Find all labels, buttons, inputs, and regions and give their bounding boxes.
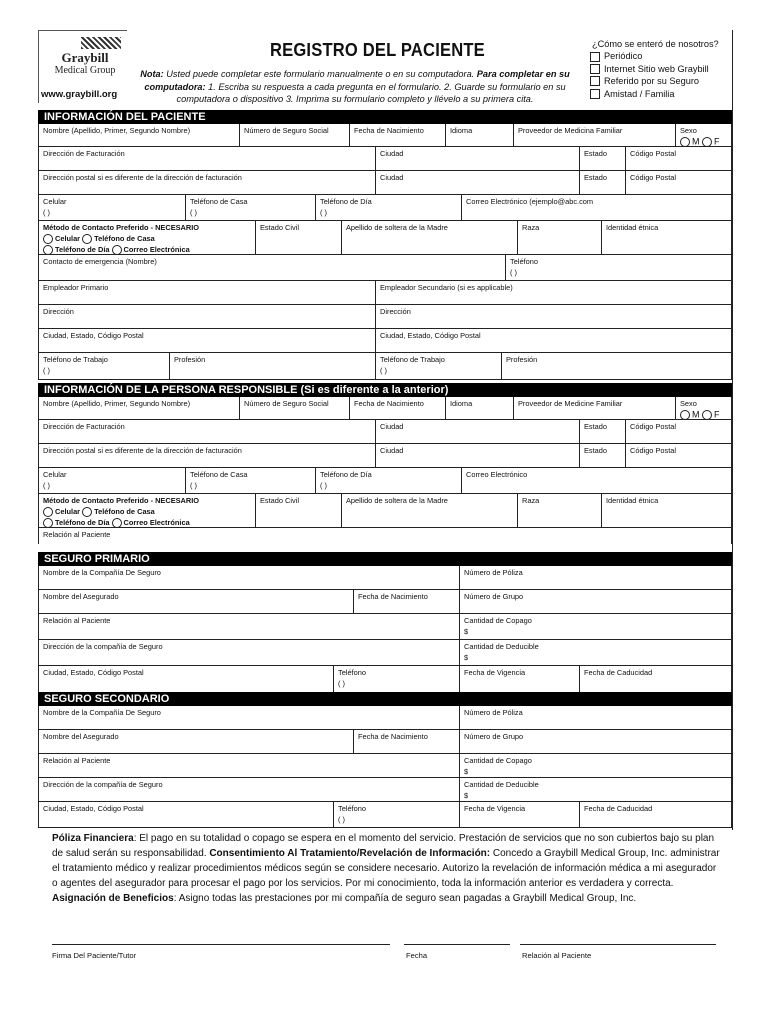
resp-contact-day-radio[interactable] — [43, 518, 53, 528]
sec-row-address — [39, 778, 731, 802]
resp-zip-field[interactable]: Código Postal — [625, 420, 731, 443]
maiden-name-field[interactable]: Apellido de soltera de la Madre — [341, 221, 517, 254]
employer1-address-field[interactable]: Dirección — [43, 307, 74, 316]
section-header-primary: SEGURO PRIMARIO — [38, 552, 732, 566]
resp-zip-field[interactable]: Código Postal — [625, 444, 731, 467]
resp-email-field[interactable]: Correo Electrónico — [461, 468, 731, 493]
patient-row-phones — [39, 195, 731, 221]
resp-sex-f-radio[interactable] — [702, 410, 712, 420]
sec-deductible-field[interactable]: Cantidad de Deducible $ — [459, 778, 731, 801]
checkbox[interactable] — [590, 76, 600, 86]
prim-insured-field[interactable]: Nombre del Asegurado — [43, 592, 119, 601]
prim-dob-field[interactable]: Fecha de Nacimiento — [353, 590, 459, 613]
resp-sex-field: Sexo M F — [675, 397, 731, 419]
resp-language-field[interactable]: Idioma — [445, 397, 513, 419]
section-header-responsible: INFORMACIÓN DE LA PERSONA RESPONSIBLE (Si es diferente a la anterior) — [38, 383, 732, 397]
sec-copay-field[interactable]: Cantidad de Copago $ — [459, 754, 731, 777]
ethnicity-field[interactable]: Identidad étnica — [601, 221, 731, 254]
prim-row-insured — [39, 590, 731, 614]
signature-label: Firma Del Paciente/Tutor — [52, 951, 137, 960]
resp-sex-m-radio[interactable] — [680, 410, 690, 420]
sec-group-field[interactable]: Número de Grupo — [459, 730, 731, 753]
sec-expiration-field[interactable]: Fecha de Caducidad — [579, 802, 731, 827]
patient-row-mailing — [39, 171, 731, 195]
consent-title: Consentimiento Al Tratamiento/Revelación de Información: — [209, 848, 491, 859]
option-label: Periódico — [604, 51, 643, 62]
resp-ethnicity-field[interactable]: Identidad étnica — [601, 494, 731, 527]
prim-phone-field[interactable]: Teléfono ( ) — [333, 666, 459, 692]
resp-dob-field[interactable]: Fecha de Nacimiento — [349, 397, 445, 419]
resp-maiden-field[interactable]: Apellido de soltera de la Madre — [341, 494, 517, 527]
sec-company-address-field[interactable]: Dirección de la compañía de Seguro — [43, 780, 163, 789]
prim-policy-field[interactable]: Número de Póliza — [459, 566, 731, 589]
pcp-field[interactable]: Proveedor de Medicina Familiar — [513, 124, 675, 146]
logo-mark-icon — [81, 37, 121, 49]
emergency-contact-field[interactable]: Contacto de emergencia (Nombre) — [43, 257, 157, 266]
resp-contact-home-radio[interactable] — [82, 507, 92, 517]
sec-policy-field[interactable]: Número de Póliza — [459, 706, 731, 729]
legal-text — [52, 831, 722, 906]
financial-policy-text: : El pago en su totalidad o copago se espera en el momento del servicio. Prestación de servicios que no son cubiertos bajo su plan de salud serán su responsabilidad. — [52, 833, 715, 859]
resp-cell-field[interactable]: Celular ( ) — [43, 470, 67, 490]
date-line[interactable] — [404, 944, 510, 945]
patient-row-emergency — [39, 255, 731, 281]
profession1-field[interactable]: Profesión — [169, 353, 375, 379]
prim-copay-field[interactable]: Cantidad de Copago $ — [459, 614, 731, 639]
note-label: Nota: — [140, 69, 164, 79]
prim-row-relation — [39, 614, 731, 640]
sex-field: Sexo M F — [675, 124, 731, 146]
how-heard-question: ¿Cómo se enteró de nosotros? — [592, 39, 719, 49]
race-field[interactable]: Raza — [517, 221, 601, 254]
resp-contact-method-field: Método de Contacto Preferido - NECESARIO Celular Teléfono de Casa Teléfono de Día Correo Electrónica — [43, 496, 200, 527]
how-heard-option[interactable] — [590, 88, 740, 100]
resp-city-field[interactable]: Ciudad — [375, 444, 579, 467]
resp-day-phone-field[interactable]: Teléfono de Día ( ) — [315, 468, 461, 493]
checkbox[interactable] — [590, 89, 600, 99]
sex-f-radio[interactable] — [702, 137, 712, 147]
patient-row-emp-address — [39, 305, 731, 329]
patient-row-employer — [39, 281, 731, 305]
option-label: Referido por su Seguro — [604, 76, 699, 87]
resp-row-name — [39, 397, 731, 420]
contact-email-radio[interactable] — [112, 245, 122, 255]
marital-field[interactable]: Estado Civil — [255, 221, 341, 254]
relationship-label: Relación al Paciente — [522, 951, 592, 960]
work-phone1-field[interactable]: Teléfono de Trabajo ( ) — [43, 355, 108, 375]
resp-row-billing — [39, 420, 731, 444]
cell-phone-field[interactable]: Celular ( ) — [43, 197, 67, 217]
city-field[interactable]: Ciudad — [375, 147, 579, 170]
sec-row-company — [39, 706, 731, 730]
zip-field[interactable]: Código Postal — [625, 147, 731, 170]
prim-relationship-field[interactable]: Relación al Paciente — [43, 616, 111, 625]
page-title: REGISTRO DEL PACIENTE — [270, 40, 485, 60]
resp-row-mailing — [39, 444, 731, 468]
resp-home-phone-field[interactable]: Teléfono de Casa ( ) — [185, 468, 315, 493]
relationship-line[interactable] — [520, 944, 716, 945]
resp-state-field[interactable]: Estado — [579, 420, 625, 443]
prim-expiration-field[interactable]: Fecha de Caducidad — [579, 666, 731, 692]
sex-m-radio[interactable] — [680, 137, 690, 147]
employer1-field[interactable]: Empleador Primario — [43, 283, 109, 292]
resp-contact-email-radio[interactable] — [112, 518, 122, 528]
section-header-secondary: SEGURO SECONDARIO — [38, 692, 732, 706]
prim-company-field[interactable]: Nombre de la Compañía De Seguro — [43, 568, 161, 577]
checkbox[interactable] — [590, 64, 600, 74]
form-border — [732, 30, 733, 830]
resp-race-field[interactable]: Raza — [517, 494, 601, 527]
section-header-patient: INFORMACIÓN DEL PACIENTE — [38, 110, 732, 124]
prim-row-city — [39, 666, 731, 692]
prim-row-address — [39, 640, 731, 666]
patient-row-name — [39, 124, 731, 147]
sec-row-insured — [39, 730, 731, 754]
employer2-city-field[interactable]: Ciudad, Estado, Código Postal — [375, 329, 731, 352]
contact-method-field: Método de Contacto Preferido - NECESARIO Celular Teléfono de Casa Teléfono de Día Correo Electrónica — [43, 223, 200, 254]
resp-relationship-field[interactable]: Relación al Paciente — [43, 530, 111, 539]
how-heard-group — [590, 38, 740, 100]
assignment-text: : Asigno todas las prestaciones por mi compañía de seguro sean pagadas a Graybill Medical Group, Inc. — [173, 893, 637, 904]
ssn-field[interactable]: Número de Seguro Social — [239, 124, 349, 146]
logo — [38, 30, 127, 103]
sec-effective-field[interactable]: Fecha de Vigencia — [459, 802, 579, 827]
sec-company-field[interactable]: Nombre de la Compañía De Seguro — [43, 708, 161, 717]
resp-name-field[interactable]: Nombre (Apellido, Primer, Segundo Nombre) — [43, 399, 191, 408]
note-text-2: 1. Escriba su respuesta a cada pregunta en el formulario. 2. Guarde su formulario en su computadora o dispositivo 3. Imprima su formulario completo y llévelo a su primera cita. — [176, 81, 566, 104]
prim-city-field[interactable]: Ciudad, Estado, Código Postal — [43, 668, 144, 677]
day-phone-field[interactable]: Teléfono de Día ( ) — [315, 195, 461, 220]
note-text-1: Usted puede completar este formulario manualmente o en su computadora. — [163, 69, 477, 79]
logo-name: Graybill — [61, 50, 109, 65]
prim-deductible-field[interactable]: Cantidad de Deducible $ — [459, 640, 731, 665]
work-phone2-field[interactable]: Teléfono de Trabajo ( ) — [375, 353, 501, 379]
home-phone-field[interactable]: Teléfono de Casa ( ) — [185, 195, 315, 220]
signature-line[interactable] — [52, 944, 390, 945]
contact-home-radio[interactable] — [82, 234, 92, 244]
option-label: Amistad / Familia — [604, 88, 675, 99]
sec-city-field[interactable]: Ciudad, Estado, Código Postal — [43, 804, 144, 813]
secondary-grid — [38, 706, 732, 828]
prim-company-address-field[interactable]: Dirección de la compañía de Seguro — [43, 642, 163, 651]
sec-insured-field[interactable]: Nombre del Asegurado — [43, 732, 119, 741]
prim-group-field[interactable]: Número de Grupo — [459, 590, 731, 613]
resp-marital-field[interactable]: Estado Civil — [255, 494, 341, 527]
patient-row-emp-city — [39, 329, 731, 353]
city-field[interactable]: Ciudad — [375, 171, 579, 194]
resp-row-relationship — [39, 528, 731, 544]
resp-billing-field[interactable]: Dirección de Facturación — [43, 422, 125, 431]
resp-pcp-field[interactable]: Proveedor de Medicine Familiar — [513, 397, 675, 419]
employer2-field[interactable]: Empleador Secundario (si es applicable) — [375, 281, 731, 304]
financial-policy-title: Póliza Financiera — [52, 833, 134, 844]
billing-address-field[interactable]: Dirección de Facturación — [43, 149, 125, 158]
prim-effective-field[interactable]: Fecha de Vigencia — [459, 666, 579, 692]
how-heard-option[interactable] — [590, 50, 740, 62]
how-heard-option[interactable] — [590, 75, 740, 87]
resp-mailing-field[interactable]: Dirección postal si es diferente de la dirección de facturación — [43, 446, 242, 455]
prim-row-company — [39, 566, 731, 590]
contact-day-radio[interactable] — [43, 245, 53, 255]
resp-row-phones — [39, 468, 731, 494]
language-field[interactable]: Idioma — [445, 124, 513, 146]
patient-row-work — [39, 353, 731, 380]
patient-grid — [38, 124, 732, 380]
resp-state-field[interactable]: Estado — [579, 444, 625, 467]
mailing-address-field[interactable]: Dirección postal si es diferente de la dirección de facturación — [43, 173, 242, 182]
responsible-grid — [38, 397, 732, 544]
resp-city-field[interactable]: Ciudad — [375, 420, 579, 443]
profession2-field[interactable]: Profesión — [501, 353, 731, 379]
primary-grid — [38, 566, 732, 692]
instructions-note — [140, 68, 570, 106]
consent-text: Concedo a Graybill Medical Group, Inc. administrar el tratamiento médico y realizar procedimientos médicos según se considere necesario. Autorizo la revelación de información médica a mi asegurador o agentes del asegurador para procesar el pago por los servicios. Por mi conocimiento, toda la información anterior es verdadera y correcta. — [52, 848, 720, 889]
sec-dob-field[interactable]: Fecha de Nacimiento — [353, 730, 459, 753]
name-field[interactable]: Nombre (Apellido, Primer, Segundo Nombre) — [43, 126, 191, 135]
resp-row-contact — [39, 494, 731, 528]
sec-row-relation — [39, 754, 731, 778]
emergency-phone-field[interactable]: Teléfono ( ) — [505, 255, 731, 280]
state-field[interactable]: Estado — [579, 171, 625, 194]
date-label: Fecha — [406, 951, 428, 960]
option-label: Internet Sitio web Graybill — [604, 63, 709, 74]
employer2-address-field[interactable]: Dirección — [375, 305, 731, 328]
dob-field[interactable]: Fecha de Nacimiento — [349, 124, 445, 146]
how-heard-option[interactable] — [590, 63, 740, 75]
assignment-title: Asignación de Beneficios — [52, 893, 174, 904]
website-link[interactable]: www.graybill.org — [41, 89, 118, 100]
contact-cell-radio[interactable] — [43, 234, 53, 244]
employer1-city-field[interactable]: Ciudad, Estado, Código Postal — [43, 331, 144, 340]
sec-row-city — [39, 802, 731, 828]
patient-row-contact — [39, 221, 731, 255]
resp-contact-cell-radio[interactable] — [43, 507, 53, 517]
checkbox[interactable] — [590, 52, 600, 62]
logo-sub: Medical Group — [54, 65, 116, 76]
note-bold: Para completar en su computadora: — [144, 69, 570, 92]
state-field[interactable]: Estado — [579, 147, 625, 170]
patient-row-billing — [39, 147, 731, 171]
sec-relationship-field[interactable]: Relación al Paciente — [43, 756, 111, 765]
resp-ssn-field[interactable]: Número de Seguro Social — [239, 397, 349, 419]
email-field[interactable]: Correo Electrónico (ejemplo@abc.com — [461, 195, 731, 220]
sec-phone-field[interactable]: Teléfono ( ) — [333, 802, 459, 827]
zip-field[interactable]: Código Postal — [625, 171, 731, 194]
